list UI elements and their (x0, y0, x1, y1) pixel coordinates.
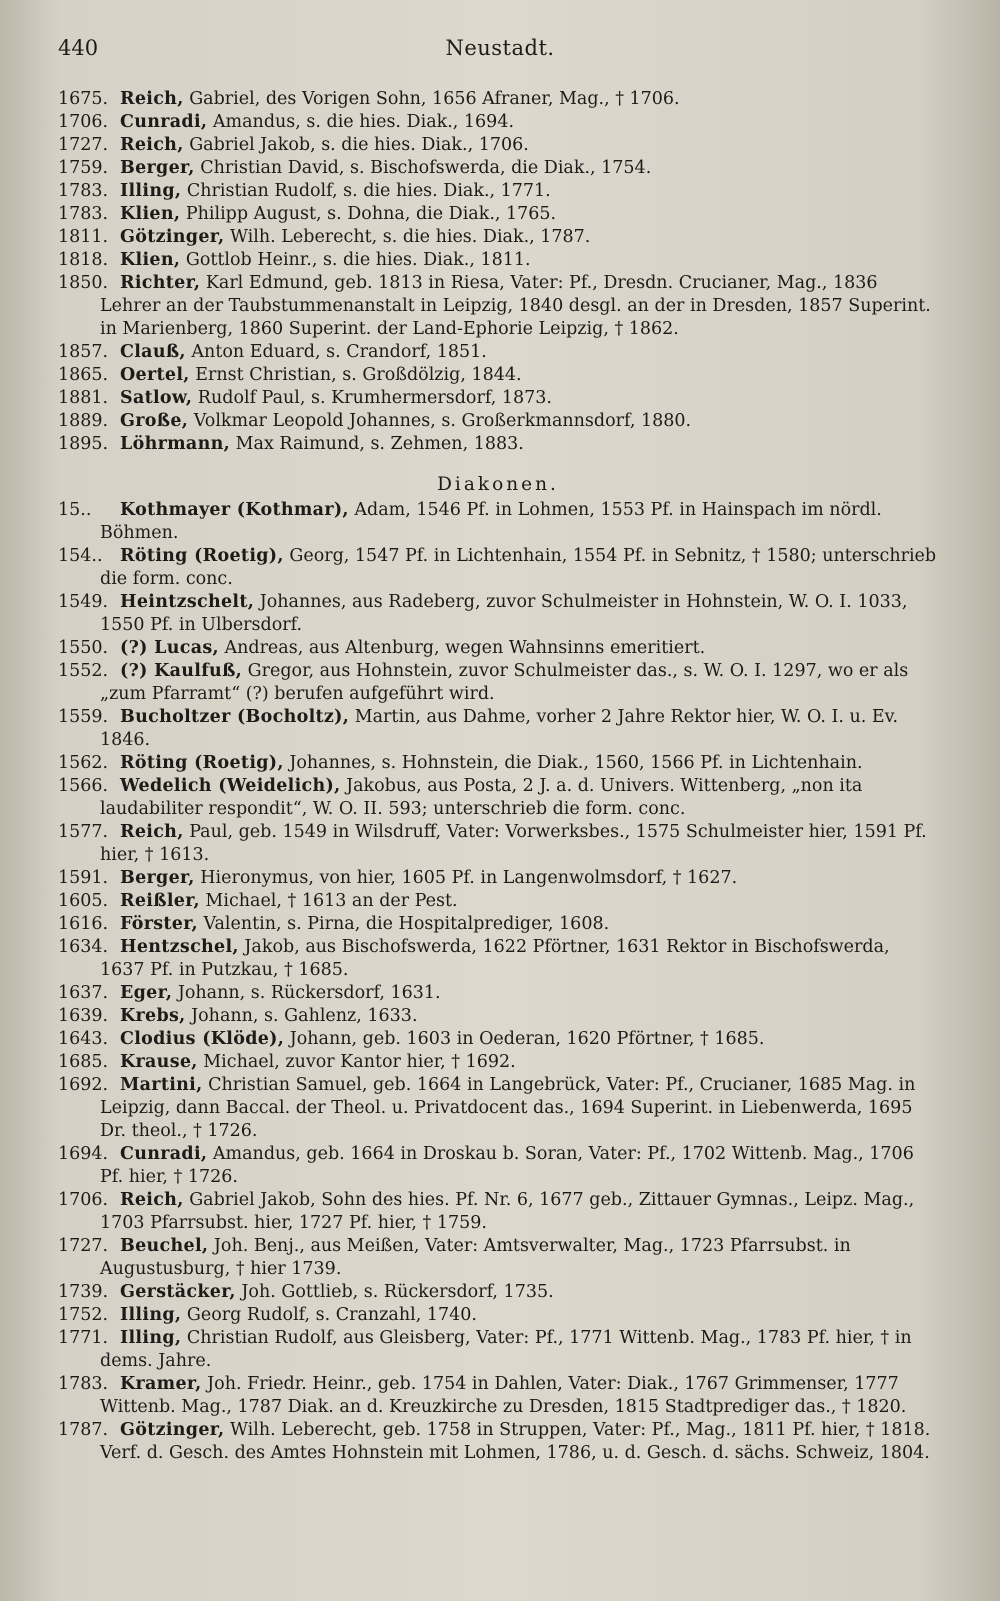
entry-name: Illing, (120, 1328, 182, 1348)
entry-text: Philipp August, s. Dohna, die Diak., 1765. (185, 204, 557, 224)
entry-name: Wedelich (Weidelich), (120, 776, 341, 796)
entry-text: Joh. Benj., aus Meißen, Vater: Amtsverwalter, Mag., 1723 Pfarrsubst. in Augustusburg, † hier 1739. (100, 1236, 851, 1279)
deacon-entry (58, 1304, 938, 1327)
entry-text: Rudolf Paul, s. Krumhermersdorf, 1873. (197, 388, 552, 408)
entry-name: Martini, (120, 1075, 203, 1095)
entry-name: (?) Kaulfuß, (120, 661, 243, 681)
entry-year: 1634. (58, 937, 109, 957)
entry-name: Cunradi, (120, 112, 208, 132)
pastor-entry (58, 203, 938, 226)
deacon-entry (58, 660, 938, 706)
entry-name: Illing, (120, 181, 182, 201)
entry-year: 1706. (58, 1190, 109, 1210)
pastor-entry (58, 157, 938, 180)
entry-year: 1559. (58, 707, 109, 727)
entry-name: Kramer, (120, 1374, 202, 1394)
entry-text: Jakobus, aus Posta, 2 J. a. d. Univers. Wittenberg, „non ita laudabiliter respondit“, W. O. II. 593; unterschrieb die form. conc. (100, 776, 863, 819)
entry-year: 1771. (58, 1328, 109, 1348)
entry-year: 1759. (58, 158, 109, 178)
entry-name: Klien, (120, 250, 181, 270)
entry-year: 1739. (58, 1282, 109, 1302)
entry-text: Georg, 1547 Pf. in Lichtenhain, 1554 Pf. in Sebnitz, † 1580; unterschrieb die form. conc. (100, 546, 937, 589)
entry-year: 1675. (58, 89, 109, 109)
deacon-entry (58, 637, 938, 660)
pastor-list (58, 88, 938, 456)
entry-name: Löhrmann, (120, 434, 231, 454)
entry-text: Volkmar Leopold Johannes, s. Großerkmannsdorf, 1880. (193, 411, 692, 431)
entry-year: 1706. (58, 112, 109, 132)
entry-text: Hieronymus, von hier, 1605 Pf. in Langenwolmsdorf, † 1627. (200, 868, 738, 888)
entry-year: 1566. (58, 776, 109, 796)
entry-year: 1787. (58, 1420, 109, 1440)
entry-name: Reich, (120, 1190, 184, 1210)
pastor-entry (58, 134, 938, 157)
entry-text: Wilh. Leberecht, geb. 1758 in Struppen, Vater: Pf., Mag., 1811 Pf. hier, † 1818. Verf. d. Gesch. des Amtes Hohnstein mit Lohmen, 1786, u. d. Gesch. d. sächs. Schweiz, 1804. (100, 1420, 931, 1463)
entry-name: Clauß, (120, 342, 186, 362)
pastor-entry (58, 249, 938, 272)
deacon-entry (58, 1028, 938, 1051)
entry-year: 1865. (58, 365, 109, 385)
deacon-entry (58, 936, 938, 982)
entry-name: Oertel, (120, 365, 190, 385)
entry-text: Johann, geb. 1603 in Oederan, 1620 Pförtner, † 1685. (289, 1029, 765, 1049)
entry-text: Michael, † 1613 an der Pest. (205, 891, 458, 911)
pastor-entry (58, 410, 938, 433)
deacon-entry (58, 752, 938, 775)
entry-year: 1889. (58, 411, 109, 431)
entry-name: Kothmayer (Kothmar), (120, 500, 349, 520)
entry-text: Martin, aus Dahme, vorher 2 Jahre Rektor hier, W. O. I. u. Ev. 1846. (100, 707, 899, 750)
entry-text: Christian David, s. Bischofswerda, die Diak., 1754. (200, 158, 652, 178)
entry-text: Christian Rudolf, s. die hies. Diak., 1771. (186, 181, 551, 201)
entry-name: Reich, (120, 822, 184, 842)
entry-year: 1616. (58, 914, 109, 934)
entry-text: Gregor, aus Hohnstein, zuvor Schulmeister das., s. W. O. I. 1297, wo er als „zum Pfarramt“ (?) berufen aufgeführt wird. (100, 661, 909, 704)
entry-year: 1685. (58, 1052, 109, 1072)
entry-year: 1639. (58, 1006, 109, 1026)
entry-text: Karl Edmund, geb. 1813 in Riesa, Vater: Pf., Dresdn. Crucianer, Mag., 1836 Lehrer an der Taubstummenanstalt in Leipzig, 1840 desgl. an der in Dresden, 1857 Superint. in Marienberg, 1860 Superint. der Land-Ephorie Leipzig, † 1862. (100, 273, 931, 339)
deacon-entry (58, 821, 938, 867)
page-header (58, 36, 938, 68)
entry-text: Gabriel Jakob, s. die hies. Diak., 1706. (189, 135, 529, 155)
entry-text: Johann, s. Gahlenz, 1633. (191, 1006, 418, 1026)
entry-text: Christian Rudolf, aus Gleisberg, Vater: Pf., 1771 Wittenb. Mag., 1783 Pf. hier, † in dems. Jahre. (100, 1328, 912, 1371)
pastor-entry (58, 88, 938, 111)
entry-text: Andreas, aus Altenburg, wegen Wahnsinns emeritiert. (224, 638, 706, 658)
entry-year: 1818. (58, 250, 109, 270)
pastor-entry (58, 341, 938, 364)
entry-text: Amandus, geb. 1664 in Droskau b. Soran, Vater: Pf., 1702 Wittenb. Mag., 1706 Pf. hier, † 1726. (100, 1144, 914, 1187)
entry-text: Michael, zuvor Kantor hier, † 1692. (203, 1052, 516, 1072)
entry-name: Satlow, (120, 388, 193, 408)
entry-name: Gerstäcker, (120, 1282, 236, 1302)
entry-year: 1783. (58, 181, 109, 201)
entry-text: Johannes, s. Hohnstein, die Diak., 1560, 1566 Pf. in Lichtenhain. (289, 753, 863, 773)
entry-name: Röting (Roetig), (120, 753, 284, 773)
deacon-entry (58, 982, 938, 1005)
deacon-entry (58, 913, 938, 936)
deacon-entry (58, 499, 938, 545)
pastor-entry (58, 387, 938, 410)
entry-name: Clodius (Klöde), (120, 1029, 285, 1049)
entry-year: 1692. (58, 1075, 109, 1095)
entry-text: Max Raimund, s. Zehmen, 1883. (235, 434, 524, 454)
deacon-entry (58, 1281, 938, 1304)
entry-name: Förster, (120, 914, 198, 934)
deacon-list (58, 499, 938, 1465)
entry-year: 1752. (58, 1305, 109, 1325)
pastor-entry (58, 364, 938, 387)
deacon-entry (58, 1235, 938, 1281)
entry-year: 1857. (58, 342, 109, 362)
entry-year: 1895. (58, 434, 109, 454)
entry-text: Paul, geb. 1549 in Wilsdruff, Vater: Vorwerksbes., 1575 Schulmeister hier, 1591 Pf. hier, † 1613. (100, 822, 927, 865)
entry-year: 1605. (58, 891, 109, 911)
entry-name: Götzinger, (120, 1420, 225, 1440)
deacon-entry (58, 1327, 938, 1373)
entry-year: 154.. (58, 546, 103, 566)
deacon-entry (58, 867, 938, 890)
deacon-entry (58, 1005, 938, 1028)
deacon-entry (58, 591, 938, 637)
page-number: 440 (58, 36, 99, 60)
pastor-entry (58, 180, 938, 203)
entry-year: 1637. (58, 983, 109, 1003)
entry-name: Beuchel, (120, 1236, 209, 1256)
pastor-entry (58, 111, 938, 134)
pastor-entry (58, 226, 938, 249)
entry-text: Anton Eduard, s. Crandorf, 1851. (191, 342, 487, 362)
entry-text: Ernst Christian, s. Großdölzig, 1844. (195, 365, 522, 385)
entry-name: Heintzschelt, (120, 592, 255, 612)
entry-text: Georg Rudolf, s. Cranzahl, 1740. (186, 1305, 477, 1325)
entry-text: Joh. Gottlieb, s. Rückersdorf, 1735. (241, 1282, 554, 1302)
entry-name: Krause, (120, 1052, 198, 1072)
entry-year: 15.. (58, 500, 92, 520)
entry-name: Große, (120, 411, 189, 431)
entry-year: 1591. (58, 868, 109, 888)
deacon-entry (58, 1074, 938, 1143)
entry-name: Götzinger, (120, 227, 225, 247)
entry-year: 1562. (58, 753, 109, 773)
entry-year: 1783. (58, 204, 109, 224)
entry-year: 1643. (58, 1029, 109, 1049)
entry-text: Adam, 1546 Pf. in Lohmen, 1553 Pf. in Hainspach im nördl. Böhmen. (100, 500, 882, 543)
entry-name: Cunradi, (120, 1144, 208, 1164)
entry-year: 1577. (58, 822, 109, 842)
entry-name: Klien, (120, 204, 181, 224)
section-heading-deacons: Diakonen. (437, 474, 559, 495)
entry-text: Christian Samuel, geb. 1664 in Langebrück, Vater: Pf., Crucianer, 1685 Mag. in Leipzig, dann Baccal. der Theol. u. Privatdocent das., 1694 Superint. in Liebenwerda, 1695 Dr. theol., † 1726. (100, 1075, 916, 1141)
pastor-entry (58, 272, 938, 341)
entry-name: Eger, (120, 983, 173, 1003)
entry-name: Reißler, (120, 891, 200, 911)
entry-text: Wilh. Leberecht, s. die hies. Diak., 1787. (230, 227, 591, 247)
entry-name: Röting (Roetig), (120, 546, 284, 566)
entry-year: 1694. (58, 1144, 109, 1164)
entry-year: 1727. (58, 1236, 109, 1256)
deacon-entry (58, 1419, 938, 1465)
deacon-entry (58, 1189, 938, 1235)
entry-name: Reich, (120, 89, 184, 109)
entry-text: Valentin, s. Pirna, die Hospitalprediger, 1608. (203, 914, 610, 934)
entry-name: Berger, (120, 868, 195, 888)
entry-name: Berger, (120, 158, 195, 178)
entry-name: Hentzschel, (120, 937, 239, 957)
entry-name: Illing, (120, 1305, 182, 1325)
running-title: Neustadt. (445, 36, 555, 60)
deacon-entry (58, 545, 938, 591)
entry-text: Johannes, aus Radeberg, zuvor Schulmeister in Hohnstein, W. O. I. 1033, 1550 Pf. in Ulbersdorf. (100, 592, 908, 635)
entry-name: Richter, (120, 273, 201, 293)
entry-text: Gabriel Jakob, Sohn des hies. Pf. Nr. 6, 1677 geb., Zittauer Gymnas., Leipz. Mag., 1703 Pfarrsubst. hier, 1727 Pf. hier, † 1759. (100, 1190, 915, 1233)
deacon-entry (58, 706, 938, 752)
deacon-entry (58, 1143, 938, 1189)
entry-year: 1727. (58, 135, 109, 155)
deacon-entry (58, 890, 938, 913)
entry-year: 1850. (58, 273, 109, 293)
entry-year: 1881. (58, 388, 109, 408)
deacon-entry (58, 1051, 938, 1074)
entry-name: Krebs, (120, 1006, 186, 1026)
deacon-entry (58, 1373, 938, 1419)
entry-year: 1783. (58, 1374, 109, 1394)
entry-year: 1811. (58, 227, 109, 247)
entry-year: 1549. (58, 592, 109, 612)
entry-text: Jakob, aus Bischofswerda, 1622 Pförtner, 1631 Rektor in Bischofswerda, 1637 Pf. in Putzkau, † 1685. (100, 937, 890, 980)
deacon-entry (58, 775, 938, 821)
entry-name: Bucholtzer (Bocholtz), (120, 707, 350, 727)
entry-text: Amandus, s. die hies. Diak., 1694. (212, 112, 515, 132)
entry-text: Johann, s. Rückersdorf, 1631. (177, 983, 441, 1003)
entry-year: 1552. (58, 661, 109, 681)
entry-name: Reich, (120, 135, 184, 155)
entry-year: 1550. (58, 638, 109, 658)
pastor-entry (58, 433, 938, 456)
entry-text: Gottlob Heinr., s. die hies. Diak., 1811. (185, 250, 531, 270)
entry-text: Joh. Friedr. Heinr., geb. 1754 in Dahlen, Vater: Diak., 1767 Grimmenser, 1777 Wittenb. Mag., 1787 Diak. an d. Kreuzkirche zu Dresden, 1815 Stadtprediger das., † 1820. (100, 1374, 907, 1417)
entry-text: Gabriel, des Vorigen Sohn, 1656 Afraner, Mag., † 1706. (189, 89, 680, 109)
entry-name: (?) Lucas, (120, 638, 219, 658)
